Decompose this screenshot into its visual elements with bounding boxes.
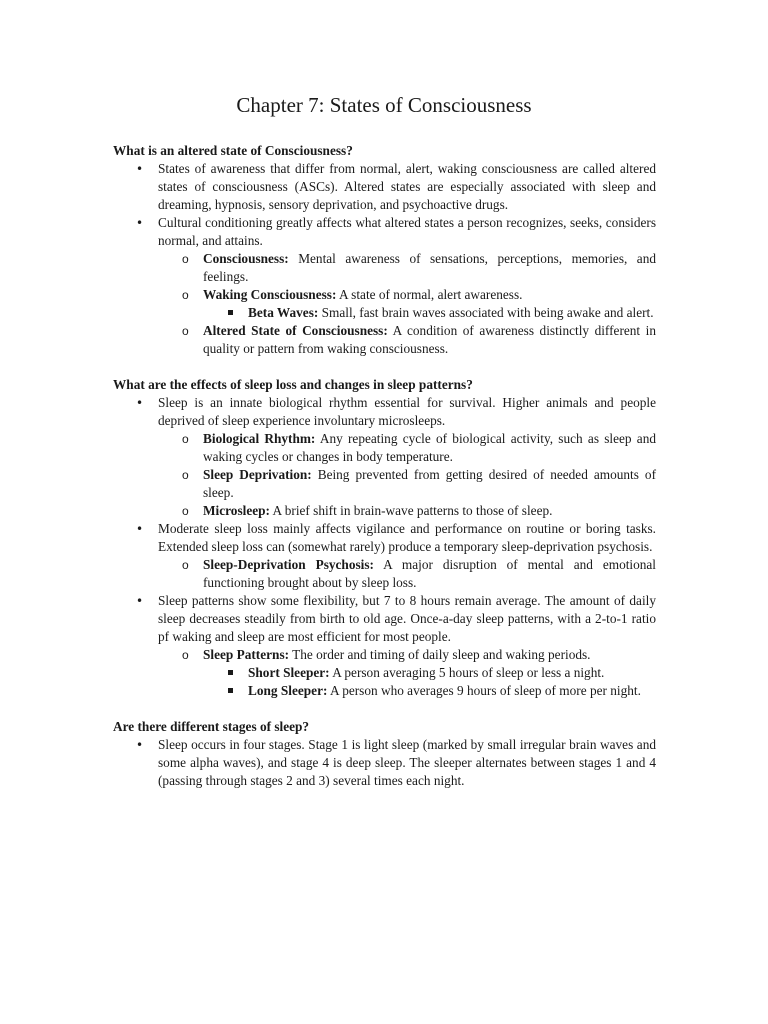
sub-list: [158, 556, 656, 592]
definition-text: A major disruption of mental and emotional functioning brought about by sleep loss.: [203, 557, 656, 590]
sub-list-item: [158, 322, 656, 358]
sub-sub-list: [203, 304, 656, 322]
definition: [203, 322, 656, 358]
bullet-list: [113, 160, 656, 358]
definition-text: A brief shift in brain-wave patterns to those of sleep.: [269, 503, 553, 518]
definition: [203, 250, 656, 286]
sub-list: [158, 430, 656, 520]
definition-term: Biological Rhythm:: [203, 431, 316, 446]
list-item-text: • Cultural conditioning greatly affects what altered states a person recognizes, seeks, considers normal, and attains.: [158, 215, 656, 248]
definition-term: Waking Consciousness:: [203, 287, 337, 302]
list-item: [113, 520, 656, 592]
definition-term: Long Sleeper:: [248, 683, 328, 698]
sub-sub-list: [203, 664, 656, 700]
definition: [203, 646, 656, 664]
sub-list-item: [158, 250, 656, 286]
section-heading: What is an altered state of Consciousness?: [113, 143, 353, 158]
definition: [203, 556, 656, 592]
sub-list-item: [158, 556, 656, 592]
list-item-text: • Moderate sleep loss mainly affects vigilance and performance on routine or boring tasks. Extended sleep loss can (somewhat rarely) produce a temporary sleep-deprivation psychosis.: [158, 521, 656, 554]
definition-text: A condition of awareness distinctly different in quality or pattern from waking consciousness.: [203, 323, 656, 356]
definition: [203, 286, 656, 304]
definition: [203, 502, 656, 520]
list-item: [113, 592, 656, 700]
page-title: Chapter 7: States of Consciousness: [236, 93, 532, 117]
definition-text: Mental awareness of sensations, perceptions, memories, and feelings.: [203, 251, 656, 284]
definition: [248, 304, 656, 322]
definition-term: Microsleep:: [203, 503, 270, 518]
sub-list-item: [158, 466, 656, 502]
list-item: [113, 394, 656, 520]
definition-text: Being prevented from getting desired of needed amounts of sleep.: [203, 467, 656, 500]
definition-text: The order and timing of daily sleep and waking periods.: [289, 647, 591, 662]
list-item-text: • Sleep patterns show some flexibility, but 7 to 8 hours remain average. The amount of daily sleep decreases steadily from birth to old age. Once-a-day sleep patterns, with a 2-to-1 ratio pf waking and sleep are most efficient for most people.: [158, 593, 656, 644]
list-item: [113, 214, 656, 358]
list-item-text: • Sleep occurs in four stages. Stage 1 is light sleep (marked by small irregular brain waves and some alpha waves), and stage 4 is deep sleep. The sleeper alternates between stages 1 and 4 (passing through stages 2 and 3) several times each night.: [158, 737, 656, 788]
definition-text: Any repeating cycle of biological activity, such as sleep and waking cycles or changes in body temperature.: [203, 431, 656, 464]
list-item-text: • Sleep is an innate biological rhythm essential for survival. Higher animals and people deprived of sleep experience involuntary microsleeps.: [158, 395, 656, 428]
definition: [203, 430, 656, 466]
sub-sub-list-item: [203, 304, 656, 322]
document-body: [113, 142, 656, 790]
definition-text: A state of normal, alert awareness.: [336, 287, 523, 302]
bullet-list: [113, 394, 656, 700]
list-item: [113, 736, 656, 790]
section-heading: Are there different stages of sleep?: [113, 719, 310, 734]
sub-sub-list-item: [203, 664, 656, 682]
definition-text: A person averaging 5 hours of sleep or less a night.: [329, 665, 605, 680]
section-heading: What are the effects of sleep loss and changes in sleep patterns?: [113, 377, 473, 392]
definition: [248, 664, 656, 682]
list-item: [113, 160, 656, 214]
sub-list-item: [158, 502, 656, 520]
definition-term: Short Sleeper:: [248, 665, 330, 680]
sub-list-item: [158, 286, 656, 322]
definition: [248, 682, 656, 700]
definition: [203, 466, 656, 502]
definition-term: Altered State of Consciousness:: [203, 323, 388, 338]
sub-sub-list-item: [203, 682, 656, 700]
definition-term: Sleep Deprivation:: [203, 467, 312, 482]
list-item-text: • States of awareness that differ from normal, alert, waking consciousness are called altered states of consciousness (ASCs). Altered states are especially associated with sleep and dreaming, hypnosis, sensory deprivation, and psychoactive drugs.: [158, 161, 656, 212]
definition-term: Consciousness:: [203, 251, 289, 266]
definition-term: Beta Waves:: [248, 305, 319, 320]
sub-list-item: [158, 646, 656, 700]
sub-list: [158, 250, 656, 358]
definition-text: Small, fast brain waves associated with being awake and alert.: [318, 305, 654, 320]
sub-list: [158, 646, 656, 700]
bullet-list: [113, 736, 656, 790]
definition-term: Sleep Patterns:: [203, 647, 290, 662]
definition-term: Sleep-Deprivation Psychosis:: [203, 557, 374, 572]
sub-list-item: [158, 430, 656, 466]
definition-text: A person who averages 9 hours of sleep of more per night.: [327, 683, 641, 698]
